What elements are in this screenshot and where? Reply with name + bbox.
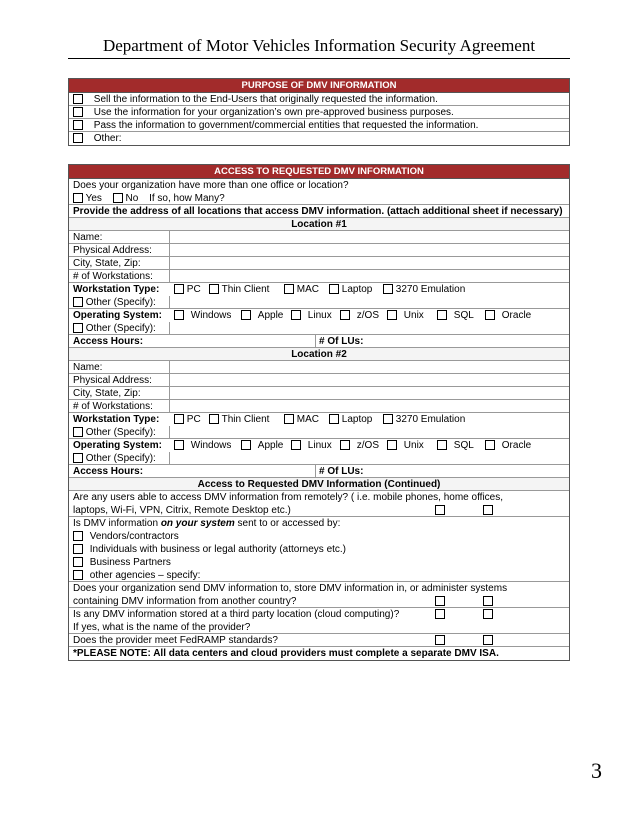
purpose-option-sell: Sell the information to the End-Users that originally requested the information.: [69, 93, 569, 106]
use-checkbox[interactable]: [73, 107, 83, 117]
loc1-os-row: Operating System: Windows Apple Linux z/OS Unix SQL Oracle Other (Specify):: [69, 309, 569, 335]
ws-3270-checkbox[interactable]: [383, 284, 393, 294]
loc1-city-row: City, State, Zip:: [69, 257, 569, 270]
loc2-city-row: City, State, Zip:: [69, 387, 569, 400]
loc2-address-row: Physical Address:: [69, 374, 569, 387]
os2-unix-checkbox[interactable]: [387, 440, 397, 450]
ws-other-checkbox[interactable]: [73, 297, 83, 307]
other-checkbox[interactable]: [73, 133, 83, 143]
remote-yes-checkbox[interactable]: [435, 505, 445, 515]
foreign-country-question: Does your organization send DMV information to, store DMV information in, or administer systems containing DMV information from another country?: [69, 582, 569, 608]
loc1-name-row: Name:: [69, 231, 569, 244]
os2-windows-checkbox[interactable]: [174, 440, 184, 450]
ws2-mac-checkbox[interactable]: [284, 414, 294, 424]
remote-access-question: Are any users able to access DMV information from remotely? ( i.e. mobile phones, home offices, laptops, Wi-Fi, VPN, Citrix, Remote Desktop etc.): [69, 491, 569, 517]
multi-yes-checkbox[interactable]: [73, 193, 83, 203]
loc1-workstations-row: # of Workstations:: [69, 270, 569, 283]
ws-mac-checkbox[interactable]: [284, 284, 294, 294]
foreign-no-checkbox[interactable]: [483, 596, 493, 606]
system-access-question: Is DMV information on your system sent to or accessed by: Vendors/contractors Individuals with business or legal authority (attorneys etc.) Business Partners other agencies – specify:: [69, 517, 569, 582]
os-linux-checkbox[interactable]: [291, 310, 301, 320]
partners-checkbox[interactable]: [73, 557, 83, 567]
os2-sql-checkbox[interactable]: [437, 440, 447, 450]
loc1-hours-row: Access Hours: # Of LUs:: [69, 335, 569, 348]
ws-laptop-checkbox[interactable]: [329, 284, 339, 294]
purpose-option-use: Use the information for your organization’s own pre-approved business purposes.: [69, 106, 569, 119]
ws-pc-checkbox[interactable]: [174, 284, 184, 294]
ws2-thin-client-checkbox[interactable]: [209, 414, 219, 424]
fedramp-no-checkbox[interactable]: [483, 635, 493, 645]
loc2-workstations-row: # of Workstations:: [69, 400, 569, 413]
location-1-header: Location #1: [69, 218, 569, 231]
ws2-pc-checkbox[interactable]: [174, 414, 184, 424]
os-apple-checkbox[interactable]: [241, 310, 251, 320]
access-table: [68, 164, 570, 661]
os2-linux-checkbox[interactable]: [291, 440, 301, 450]
os2-other-checkbox[interactable]: [73, 453, 83, 463]
location-2-header: Location #2: [69, 348, 569, 361]
os2-apple-checkbox[interactable]: [241, 440, 251, 450]
loc2-workstation-type-row: Workstation Type: PC Thin Client MAC Laptop 3270 Emulation Other (Specify):: [69, 413, 569, 439]
purpose-option-pass: Pass the information to government/commercial entities that requested the information.: [69, 119, 569, 132]
ws2-other-checkbox[interactable]: [73, 427, 83, 437]
cloud-no-checkbox[interactable]: [483, 609, 493, 619]
individuals-checkbox[interactable]: [73, 544, 83, 554]
multi-location-question: Does your organization have more than one office or location? Yes No If so, how Many?: [69, 179, 569, 205]
other-agencies-checkbox[interactable]: [73, 570, 83, 580]
ws-thin-client-checkbox[interactable]: [209, 284, 219, 294]
isa-note: *PLEASE NOTE: All data centers and cloud providers must complete a separate DMV ISA.: [73, 648, 499, 659]
access-header: ACCESS TO REQUESTED DMV INFORMATION: [69, 165, 569, 179]
purpose-option-other: Other:: [69, 132, 569, 145]
loc2-os-row: Operating System: Windows Apple Linux z/OS Unix SQL Oracle Other (Specify):: [69, 439, 569, 465]
remote-no-checkbox[interactable]: [483, 505, 493, 515]
vendors-checkbox[interactable]: [73, 531, 83, 541]
pass-checkbox[interactable]: [73, 120, 83, 130]
os2-oracle-checkbox[interactable]: [485, 440, 495, 450]
ws2-laptop-checkbox[interactable]: [329, 414, 339, 424]
multi-no-checkbox[interactable]: [113, 193, 123, 203]
sell-checkbox[interactable]: [73, 94, 83, 104]
loc1-workstation-type-row: Workstation Type: PC Thin Client MAC Laptop 3270 Emulation Other (Specify):: [69, 283, 569, 309]
title-rule: [68, 58, 570, 59]
purpose-table: [68, 78, 570, 146]
os2-zos-checkbox[interactable]: [340, 440, 350, 450]
provide-address-instruction: Provide the address of all locations that access DMV information. (attach additional sheet if necessary): [69, 205, 569, 218]
page-title: Department of Motor Vehicles Information Security Agreement: [102, 36, 536, 55]
os-windows-checkbox[interactable]: [174, 310, 184, 320]
os-unix-checkbox[interactable]: [387, 310, 397, 320]
foreign-yes-checkbox[interactable]: [435, 596, 445, 606]
fedramp-yes-checkbox[interactable]: [435, 635, 445, 645]
purpose-header: PURPOSE OF DMV INFORMATION: [69, 79, 569, 93]
cloud-yes-checkbox[interactable]: [435, 609, 445, 619]
fedramp-question: Does the provider meet FedRAMP standards?: [69, 634, 569, 647]
ws2-3270-checkbox[interactable]: [383, 414, 393, 424]
cloud-question: Is any DMV information stored at a third party location (cloud computing)? If yes, what is the name of the provider?: [69, 608, 569, 634]
continued-header: Access to Requested DMV Information (Continued): [69, 478, 569, 491]
loc2-hours-row: Access Hours: # Of LUs:: [69, 465, 569, 478]
os-oracle-checkbox[interactable]: [485, 310, 495, 320]
os-zos-checkbox[interactable]: [340, 310, 350, 320]
os-sql-checkbox[interactable]: [437, 310, 447, 320]
loc1-address-row: Physical Address:: [69, 244, 569, 257]
page-number: 3: [591, 758, 602, 783]
loc2-name-row: Name:: [69, 361, 569, 374]
os-other-checkbox[interactable]: [73, 323, 83, 333]
